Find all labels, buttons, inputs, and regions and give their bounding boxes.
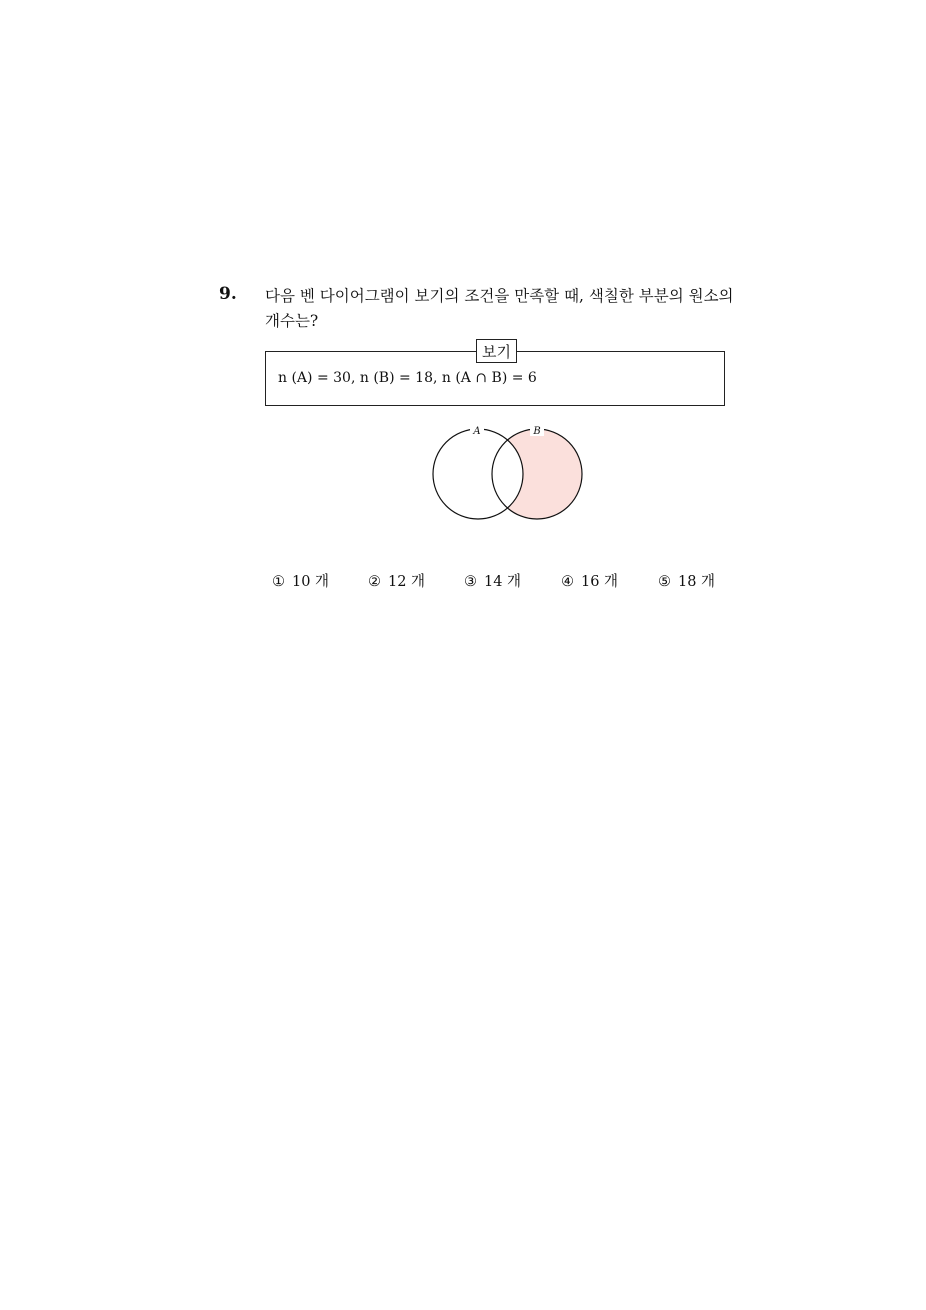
choice-2-mark: ②: [368, 574, 381, 590]
choice-5-label: 18 개: [678, 574, 716, 590]
choice-2-label: 12 개: [388, 574, 426, 590]
bogi-condition: n (A) = 30, n (B) = 18, n (A ∩ B) = 6: [278, 370, 537, 386]
set-b-label: B: [533, 426, 541, 437]
question-text-line-2: 개수는?: [265, 312, 319, 330]
choice-5-mark: ⑤: [658, 574, 671, 590]
venn-diagram: [420, 420, 600, 530]
choice-1-label: 10 개: [292, 574, 330, 590]
choice-3[interactable]: [464, 570, 521, 591]
choice-3-mark: ③: [464, 574, 477, 590]
choice-4[interactable]: [561, 570, 618, 591]
question-number: 9.: [219, 284, 237, 304]
answer-choices: [272, 570, 732, 590]
choice-4-mark: ④: [561, 574, 574, 590]
choice-1-mark: ①: [272, 574, 285, 590]
choice-2[interactable]: [368, 570, 425, 591]
question-text-line-1: 다음 벤 다이어그램이 보기의 조건을 만족할 때, 색칠한 부분의 원소의: [265, 287, 734, 305]
choice-1[interactable]: [272, 570, 329, 591]
bogi-title: 보기: [476, 339, 517, 363]
choice-5[interactable]: [658, 570, 715, 591]
question-text: [265, 284, 735, 334]
choice-4-label: 16 개: [581, 574, 619, 590]
choice-3-label: 14 개: [484, 574, 522, 590]
set-a-label: A: [473, 426, 481, 437]
